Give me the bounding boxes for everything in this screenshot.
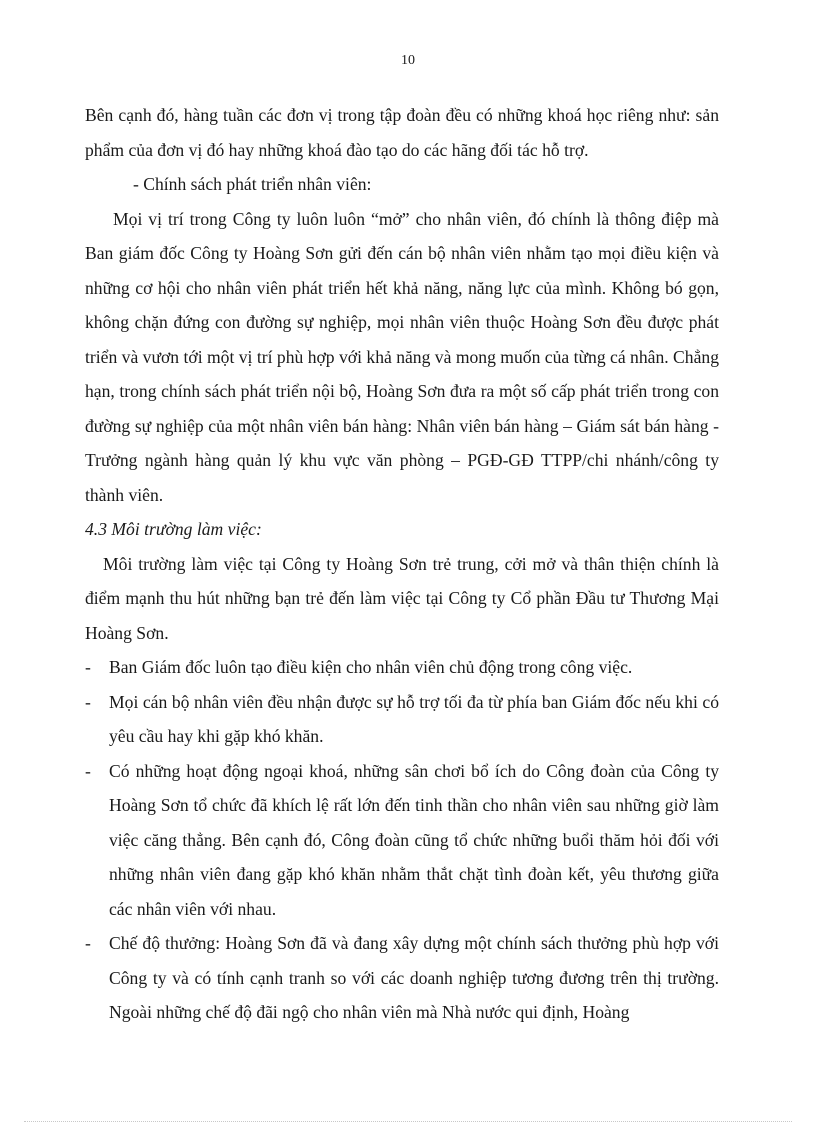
section-heading: 4.3 Môi trường làm việc: [85,519,262,539]
list-item-text: Mọi cán bộ nhân viên đều nhận được sự hỗ trợ tối đa từ phía ban Giám đốc nếu khi có yêu cầu hay khi gặp khó khăn. [109,691,719,746]
policy-paragraph: Mọi vị trí trong Công ty luôn luôn “mở” cho nhân viên, đó chính là thông điệp mà Ban giám đốc Công ty Hoàng Sơn gửi đến cán bộ nhân viên nhằm tạo mọi điều kiện và những cơ hội cho nhân viên phát triển hết khả năng, năng lực của mình. Không bó gọn, không chặn đứng con đường sự nghiệp, mọi nhân viên thuộc Hoàng Sơn đều được phát triển và vươn tới một vị trí phù hợp với khả năng và mong muốn của từng cá nhân. Chẳng hạn, trong chính sách phát triển nội bộ, Hoàng Sơn đưa ra một số cấp phát triển trong con đường sự nghiệp của một nhân viên bán hàng: Nhân viên bán hàng – Giám sát bán hàng - Trưởng ngành hàng quản lý khu vực văn phòng – PGĐ-GĐ TTPP/chi nhánh/công ty thành viên. [85,208,719,505]
page-number: 10 [401,53,415,68]
list-item [85,685,719,754]
dash-bullet: - [85,657,91,677]
dash-bullet: - [85,933,91,953]
benefits-list [85,650,719,1030]
list-item [85,754,719,927]
list-item-text: Chế độ thưởng: Hoàng Sơn đã và đang xây dựng một chính sách thưởng phù hợp với Công ty và có tính cạnh tranh so với các doanh nghiệp tương đương trên thị trường. Ngoài những chế độ đãi ngộ cho nhân viên mà Nhà nước qui định, Hoàng [109,933,719,1022]
list-item [85,650,719,685]
list-item-text: Có những hoạt động ngoại khoá, những sân chơi bổ ích do Công đoàn của Công ty Hoàng Sơn tổ chức đã khích lệ rất lớn đến tinh thần cho nhân viên sau những giờ làm việc căng thẳng. Bên cạnh đó, Công đoàn cũng tổ chức những buổi thăm hỏi đối với những nhân viên đang gặp khó khăn nhằm thắt chặt tình đoàn kết, yêu thương giữa các nhân viên với nhau. [109,760,719,919]
document-body [85,98,719,1030]
page-bottom-border [24,1121,792,1122]
dash-bullet: - [85,691,91,712]
environment-paragraph: Môi trường làm việc tại Công ty Hoàng Sơn trẻ trung, cởi mở và thân thiện chính là điểm mạnh thu hút những bạn trẻ đến làm việc tại Công ty Cổ phần Đầu tư Thương Mại Hoàng Sơn. [85,553,719,643]
dash-bullet: - [85,760,91,781]
policy-heading: - Chính sách phát triển nhân viên: [133,174,372,194]
intro-paragraph: Bên cạnh đó, hàng tuần các đơn vị trong tập đoàn đều có những khoá học riêng như: sản phẩm của đơn vị đó hay những khoá đào tạo do các hãng đối tác hỗ trợ. [85,105,719,160]
list-item-text: Ban Giám đốc luôn tạo điều kiện cho nhân viên chủ động trong công việc. [109,657,633,677]
list-item [85,926,719,1030]
